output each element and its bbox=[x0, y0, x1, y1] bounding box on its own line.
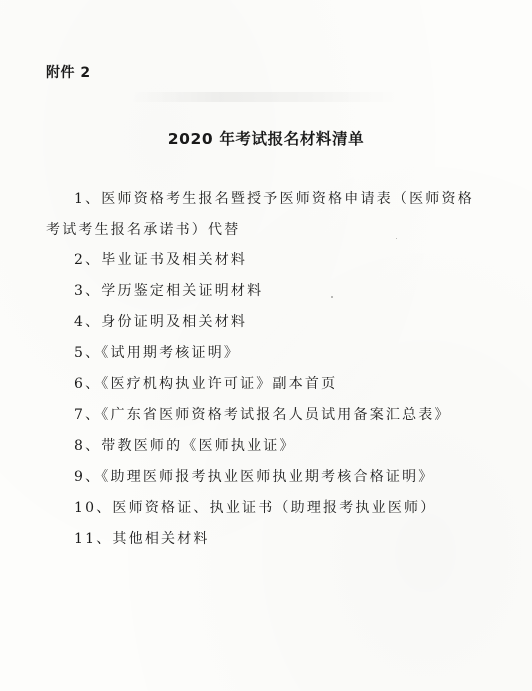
list-item: 9、《助理医师报考执业医师执业期考核合格证明》 bbox=[74, 469, 435, 485]
attachment-label: 附件 2 bbox=[46, 65, 91, 81]
list-item: 5、《试用期考核证明》 bbox=[74, 345, 241, 361]
scan-speck bbox=[331, 296, 333, 298]
list-item: 4、身份证明及相关材料 bbox=[74, 314, 248, 330]
list-item: 2、毕业证书及相关材料 bbox=[74, 252, 248, 268]
list-item: 3、学历鉴定相关证明材料 bbox=[74, 283, 264, 299]
list-item: 10、医师资格证、执业证书（助理报考执业医师） bbox=[74, 500, 437, 516]
scan-speck bbox=[396, 238, 397, 239]
list-item: 1、医师资格考生报名暨授予医师资格申请表（医师资格考试考生报名承诺书）代替 bbox=[46, 191, 474, 238]
list-item: 7、《广东省医师资格考试报名人员试用备案汇总表》 bbox=[74, 407, 451, 423]
document-title: 2020 年考试报名材料清单 bbox=[167, 130, 365, 148]
scan-bleed-through bbox=[130, 92, 400, 102]
list-item: 6、《医疗机构执业许可证》副本首页 bbox=[74, 376, 338, 392]
list-item: 8、带教医师的《医师执业证》 bbox=[74, 438, 296, 454]
list-item: 11、其他相关材料 bbox=[74, 531, 210, 547]
